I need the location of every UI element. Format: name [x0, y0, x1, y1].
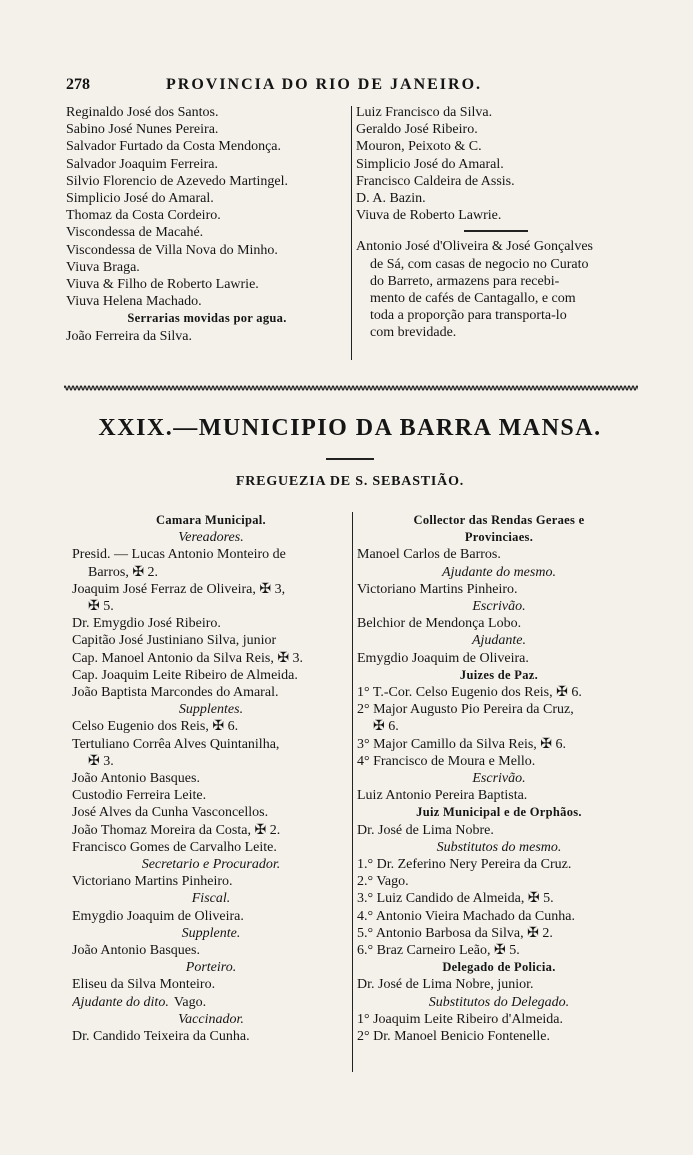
list-item: Cap. Manoel Antonio da Silva Reis, ✠ 3. [72, 650, 304, 666]
list-item: Dr. José de Lima Nobre, junior. [357, 977, 534, 993]
sub-heading: Fiscal. [191, 891, 231, 907]
title-rule [326, 458, 374, 460]
section-heading: Provinciaes. [464, 530, 534, 545]
list-item: Simplicio José do Amaral. [356, 156, 504, 172]
main-column-rule [352, 512, 353, 1072]
sub-heading: Ajudante. [471, 633, 527, 649]
notice-line: de Sá, com casas de negocio no Curato [370, 256, 589, 272]
list-item: Manoel Carlos de Barros. [357, 547, 501, 563]
page-number: 278 [66, 76, 90, 93]
top-right-column [356, 104, 636, 342]
section-heading: Delegado de Policia. [442, 960, 556, 975]
sub-heading: Ajudante do mesmo. [442, 564, 556, 580]
list-item: Presid. — Lucas Antonio Monteiro de [72, 547, 286, 563]
sub-heading: Substitutos do Delegado. [428, 994, 570, 1010]
sub-heading: Escrivão. [472, 599, 526, 615]
list-item: Custodio Ferreira Leite. [72, 788, 207, 804]
list-item: Simplicio José do Amaral. [66, 191, 214, 207]
list-item: João Ferreira da Silva. [66, 328, 192, 344]
list-item: Luiz Francisco da Silva. [356, 105, 493, 120]
section-heading: Camara Municipal. [156, 513, 266, 527]
list-item: Capitão José Justiniano Silva, junior [72, 633, 277, 649]
list-item: Emygdio Joaquim de Oliveira. [357, 650, 529, 666]
sub-heading: Substitutos do mesmo. [436, 839, 562, 855]
freguezia-title: FREGUEZIA DE S. SEBASTIÃO. [235, 474, 465, 489]
list-item: 3.° Luiz Candido de Almeida, ✠ 5. [357, 891, 554, 907]
list-item: Viscondessa de Villa Nova do Minho. [66, 242, 278, 258]
list-item: Celso Eugenio dos Reis, ✠ 6. [72, 719, 239, 735]
list-item: Francisco Gomes de Carvalho Leite. [72, 839, 277, 855]
sub-heading: Vereadores. [178, 530, 244, 546]
list-item: Thomaz da Costa Cordeiro. [66, 208, 221, 224]
list-item: João Baptista Marcondes do Amaral. [72, 685, 279, 701]
sub-heading: Supplente. [181, 925, 241, 941]
list-item: 3° Major Camillo da Silva Reis, ✠ 6. [357, 736, 567, 752]
list-item: D. A. Bazin. [356, 191, 426, 207]
list-item: 2.° Vago. [357, 874, 409, 890]
ornamental-wavy-rule [64, 382, 638, 394]
list-item: 1° T.-Cor. Celso Eugenio dos Reis, ✠ 6. [357, 685, 582, 701]
list-item: Reginaldo José dos Santos. [66, 105, 219, 120]
list-item: Francisco Caldeira de Assis. [356, 173, 515, 189]
sub-heading: Vaccinador. [178, 1011, 244, 1027]
main-right-column [357, 512, 641, 1045]
running-title: PROVINCIA DO RIO DE JANEIRO. [166, 76, 483, 93]
list-item: 4.° Antonio Vieira Machado da Cunha. [357, 908, 575, 924]
list-item: 1.° Dr. Zeferino Nery Pereira da Cruz. [357, 857, 572, 873]
list-item: ✠ 3. [88, 753, 114, 769]
top-left-column [66, 104, 348, 345]
notice-line: com brevidade. [370, 325, 457, 341]
list-item: 6.° Braz Carneiro Leão, ✠ 5. [357, 943, 520, 959]
list-item: 1° Joaquim Leite Ribeiro d'Almeida. [357, 1011, 564, 1027]
list-item: Luiz Antonio Pereira Baptista. [357, 788, 528, 804]
sub-heading: Porteiro. [185, 960, 237, 976]
section-heading: Serrarias movidas por agua. [127, 311, 287, 326]
list-item: Mouron, Peixoto & C. [356, 139, 482, 155]
sub-heading: Secretario e Procurador. [141, 857, 281, 873]
list-item: Silvio Florencio de Azevedo Martingel. [66, 173, 289, 189]
list-item: Dr. José de Lima Nobre. [357, 822, 494, 838]
notice-line: do Barreto, armazens para recebi- [370, 273, 560, 289]
section-divider [464, 230, 528, 232]
list-item: Victoriano Martins Pinheiro. [357, 581, 518, 597]
section-heading: Juiz Municipal e de Orphãos. [416, 805, 582, 820]
sub-heading: Supplentes. [178, 702, 244, 718]
list-item: Belchior de Mendonça Lobo. [357, 616, 522, 632]
main-left-column [72, 512, 350, 1045]
list-item: 2° Dr. Manoel Benicio Fontenelle. [357, 1029, 551, 1045]
list-item: Victoriano Martins Pinheiro. [72, 874, 233, 890]
list-item: Viuva de Roberto Lawrie. [356, 208, 502, 224]
section-heading: Collector das Rendas Geraes e [413, 513, 585, 527]
list-item: Viuva & Filho de Roberto Lawrie. [66, 277, 259, 293]
list-item: José Alves da Cunha Vasconcellos. [72, 805, 269, 821]
notice-line: Antonio José d'Oliveira & José Gonçalves [356, 239, 593, 255]
list-item: 2° Major Augusto Pio Pereira da Cruz, [357, 702, 574, 718]
list-item [72, 994, 350, 1011]
notice-line: mento de cafés de Cantagallo, e com [370, 291, 576, 307]
list-item: Dr. Candido Teixeira da Cunha. [72, 1029, 250, 1045]
notice-line: toda a proporção para transporta-lo [370, 308, 567, 324]
list-item: Viuva Braga. [66, 259, 140, 275]
list-item: Dr. Emygdio José Ribeiro. [72, 616, 221, 632]
ajudante-value: Vago. [173, 994, 207, 1010]
list-item: João Thomaz Moreira da Costa, ✠ 2. [72, 822, 281, 838]
list-item: Cap. Joaquim Leite Ribeiro de Almeida. [72, 667, 298, 683]
list-item: Eliseu da Silva Monteiro. [72, 977, 216, 993]
page-header [66, 76, 636, 96]
list-item: 4° Francisco de Moura e Mello. [357, 753, 536, 769]
municipio-title: XXIX.—MUNICIPIO DA BARRA MANSA. [98, 415, 602, 441]
top-column-rule [351, 106, 352, 360]
list-item: Salvador Joaquim Ferreira. [66, 156, 219, 172]
list-item: Viscondessa de Macahé. [66, 225, 204, 241]
list-item: Joaquim José Ferraz de Oliveira, ✠ 3, [72, 581, 286, 597]
list-item: 5.° Antonio Barbosa da Silva, ✠ 2. [357, 925, 553, 941]
section-heading: Juizes de Paz. [459, 667, 539, 682]
list-item: João Antonio Basques. [72, 943, 200, 959]
list-item: Geraldo José Ribeiro. [356, 122, 478, 138]
list-item: João Antonio Basques. [72, 771, 200, 787]
list-item: ✠ 5. [88, 599, 114, 615]
list-item: Salvador Furtado da Costa Mendonça. [66, 139, 282, 155]
list-item: Tertuliano Corrêa Alves Quintanilha, [72, 736, 280, 752]
sub-heading: Escrivão. [472, 771, 526, 787]
list-item: Sabino José Nunes Pereira. [66, 122, 219, 138]
list-item: Viuva Helena Machado. [66, 294, 202, 310]
list-item: Emygdio Joaquim de Oliveira. [72, 908, 244, 924]
list-item: Barros, ✠ 2. [88, 564, 159, 580]
ajudante-label: Ajudante do dito. [72, 994, 169, 1010]
list-item: ✠ 6. [373, 719, 399, 735]
